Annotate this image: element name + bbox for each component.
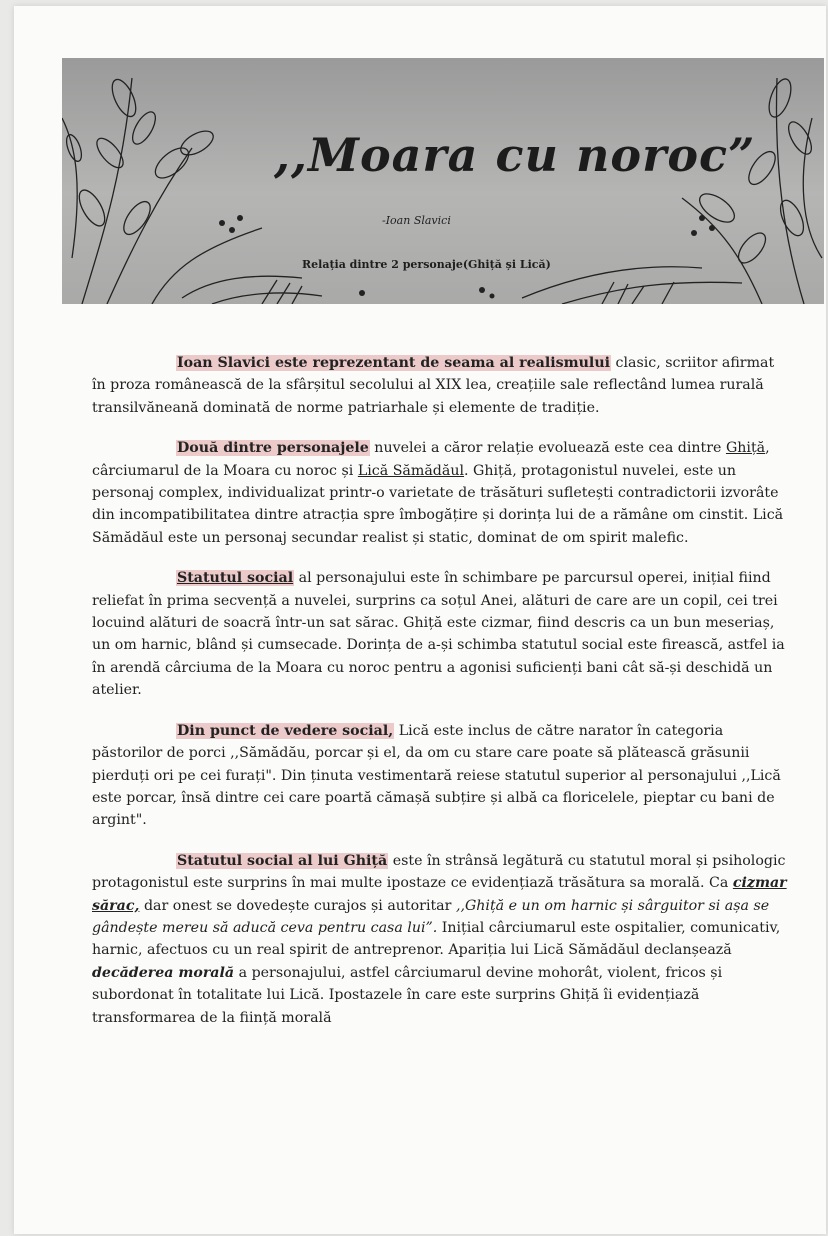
paragraph-3 bbox=[92, 567, 792, 701]
paragraph-text: . Ghiță, protagonistul nuvelei, este un personaj complex, individualizat printr-o varietate de trăsături sufletești contradictorii izvorâte din incompatibilitatea dintre atracția spre îmbogățire și dorința lui de a rămâne om cinstit. Lică Sămădăul este un personaj secundar realist și static, dominat de om spirit malefic. bbox=[92, 462, 784, 546]
essay-body bbox=[92, 352, 792, 1047]
paragraph-text: nuvelei a căror relație evoluează este cea dintre bbox=[369, 440, 726, 457]
paragraph-text: clasic, scriitor afirmat în proza românească de la sfârșitul secolului al XIX lea, creațiile sale reflectând lumea rurală transilvăneană dominată de norme patriarhale și elemente de tradiție. bbox=[92, 355, 775, 416]
underlined-text: Lică Sămădăul bbox=[357, 462, 465, 479]
highlight-text: Statutul social al lui Ghiță bbox=[177, 852, 388, 869]
underlined-text: Ghiță bbox=[725, 440, 766, 457]
highlight-text: Din punct de vedere social, bbox=[177, 722, 394, 739]
header-banner bbox=[62, 58, 824, 304]
paragraph-text: , cârciumarul de la Moara cu noroc și bbox=[92, 440, 770, 479]
paragraph-4 bbox=[92, 720, 792, 832]
quote-text: ,,Ghiță e un om harnic și sârguitor si așa se gândește mereu să aducă ceva pentru casa lui”. bbox=[92, 897, 770, 936]
highlight-text: Statutul social bbox=[177, 570, 294, 587]
document-title: ,,Moara cu noroc” bbox=[274, 128, 756, 182]
paragraph-text: a personajului, astfel cârciumarul devine mohorât, violent, fricos și subordonat în totalitate lui Lică. Ipostazele în care este surprins Ghiță îi evidențiază transformarea de la ființă morală bbox=[92, 964, 723, 1026]
paragraph-text: dar onest se dovedește curajos și autoritar bbox=[139, 897, 456, 914]
paragraph-5 bbox=[92, 850, 792, 1029]
paragraph-text: este în strânsă legătură cu statutul moral și psihologic protagonistul este surprins în mai multe ipostaze ce evidențiază trăsătura sa morală. Ca bbox=[92, 852, 786, 892]
emphasized-text: decăderea morală bbox=[92, 964, 235, 981]
document-subtitle: Relația dintre 2 personaje(Ghiță și Lică) bbox=[302, 258, 551, 271]
paragraph-text: al personajului este în schimbare pe parcursul operei, inițial fiind reliefat în prima secvență a nuvelei, surprins ca soțul Anei, alături de care are un copil, cei trei locuind alături de soacră într-un sat sărac. Ghiță este cizmar, fiind descris ca un bun meseriaș, un om harnic, blând și cumsecade. Dorința de a-și schimba statutul social este firească, astfel ia în arendă cârciuma de la Moara cu noroc pentru a agonisi suficienți bani cât să-și deschidă un atelier. bbox=[92, 570, 785, 699]
paragraph-text: Inițial cârciumarul este ospitalier, comunicativ, harnic, afectuos cu un real spirit de antreprenor. Apariția lui Lică Sămădăul declanșează bbox=[92, 919, 781, 959]
paragraph-text: Lică este inclus de către narator în categoria păstorilor de porci ,,Sămădău, porcar și el, da om cu stare care poate să plătească grăsunii pierduți ori pe cei furați". Din ținuta vestimentară reiese statutul superior al personajului ,,Lică este porcar, însă dintre cei care poartă cămașă subțire și albă ca floricelele, pieptar cu bani de argint". bbox=[92, 722, 781, 829]
highlight-text: Două dintre personajele bbox=[177, 440, 369, 457]
author-signature: -Ioan Slavici bbox=[382, 214, 451, 227]
document-page bbox=[14, 6, 826, 1234]
paragraph-1 bbox=[92, 352, 792, 419]
paragraph-2 bbox=[92, 437, 792, 549]
highlight-text: Ioan Slavici este reprezentant de seama al realismului bbox=[177, 355, 611, 371]
emphasized-text: cizmar sărac, bbox=[92, 875, 787, 914]
